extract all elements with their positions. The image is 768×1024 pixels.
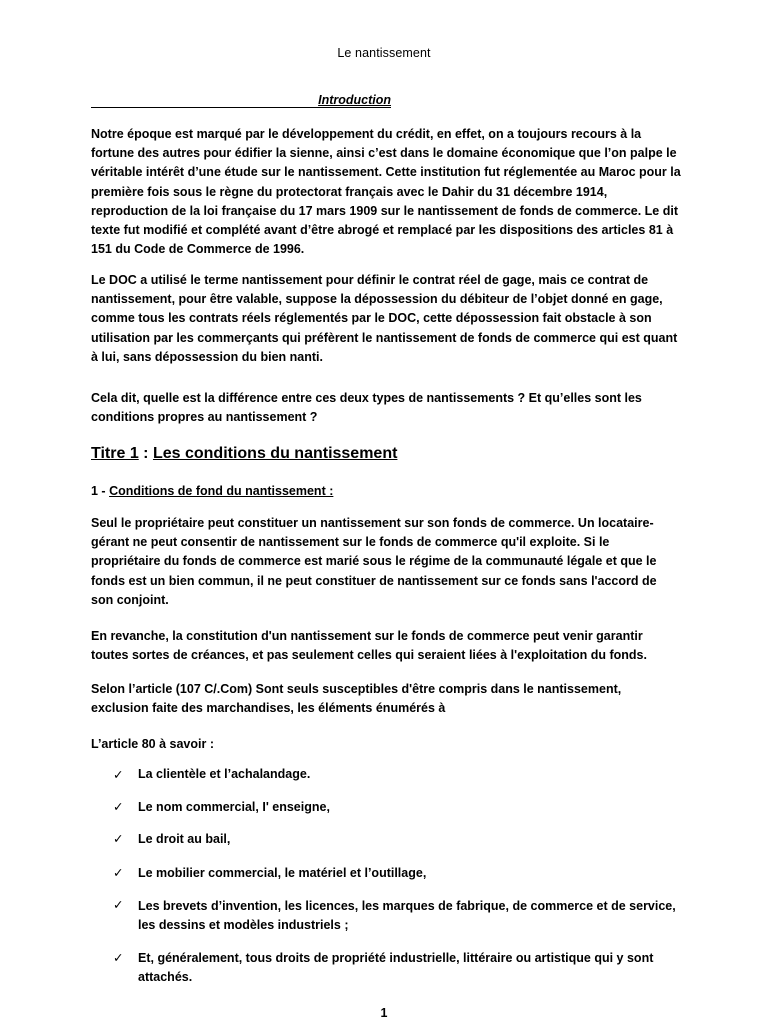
body-paragraph-1: Seul le propriétaire peut constituer un nantissement sur son fonds de commerce. Un locataire-gérant ne peut consentir de nantissement sur le fonds de commerce qu'il exploite. Si le propriétaire du fonds de commerce est marié sous le régime de la communauté légale et que le fonds est un bien commun, il ne peut constituer de nantissement sur ce fonds sans l'accord de son conjoint. — [91, 516, 657, 607]
list-item: Le nom commercial, I' enseigne, — [138, 800, 330, 814]
section-heading — [91, 445, 397, 463]
checkmark-icon: ✓ — [113, 768, 124, 782]
list-item: Les brevets d’invention, les licences, les marques de fabrique, de commerce et de service, les dessins et modèles industriels ; — [138, 899, 676, 933]
checkmark-icon: ✓ — [113, 866, 124, 880]
checkmark-icon: ✓ — [113, 951, 124, 965]
list-item: La clientèle et l’achalandage. — [138, 767, 311, 781]
list-item: Et, généralement, tous droits de propriété industrielle, littéraire ou artistique qui y sont attachés. — [138, 951, 654, 985]
introduction-heading-text: Introduction — [318, 93, 391, 107]
subsection-heading-prefix: 1 - — [91, 484, 110, 498]
document-title: Le nantissement — [337, 46, 431, 60]
section-heading-label: Les conditions du nantissement — [152, 445, 398, 462]
body-paragraph-2: En revanche, la constitution d'un nantissement sur le fonds de commerce peut venir garantir toutes sortes de créances, et pas seulement celles qui seraient liées à l'exploitation du fonds. — [91, 629, 647, 663]
intro-paragraph-3: Cela dit, quelle est la différence entre ces deux types de nantissements ? Et qu’elles sont les conditions propres au nantissement ? — [91, 391, 642, 425]
body-paragraph-3: Selon l’article (107 C/.Com) Sont seuls susceptibles d'être compris dans le nantissement, exclusion faite des marchandises, les éléments énumérés à — [91, 682, 622, 716]
checkmark-icon: ✓ — [113, 898, 124, 912]
section-heading-prefix: Titre 1 — [91, 445, 139, 462]
intro-paragraph-2: Le DOC a utilisé le terme nantissement pour définir le contrat réel de gage, mais ce contrat de nantissement, pour être valable, suppose la dépossession du débiteur de l’objet donné en gage, comme tous les contrats réels réglementés par le DOC, cette dépossession fait obstacle à son utilisation par les commerçants qui préfèrent le nantissement de fonds de commerce qui est quant à lui, sans dépossession du bien nanti. — [91, 273, 678, 364]
list-item: Le droit au bail, — [138, 832, 231, 846]
list-item: Le mobilier commercial, le matériel et l’outillage, — [138, 866, 427, 880]
intro-paragraph-1: Notre époque est marqué par le développement du crédit, en effet, on a toujours recours à la fortune des autres pour édifier la sienne, ainsi c’est dans le domaine économique que l’on palpe le véritable intérêt d’une étude sur le nantissement. Cette institution fut réglementée au Maroc pour la première fois sous le règne du protectorat français avec le Dahir du 31 décembre 1914, reproduction de la loi française du 17 mars 1909 sur le nantissement de fonds de commerce. Le dit texte fut modifié et complété avant d’être abrogé et remplacé par les dispositions des articles 81 à 151 du Code de Commerce de 1996. — [91, 127, 681, 257]
section-heading-separator: : — [138, 445, 153, 462]
page-number: 1 — [380, 1006, 388, 1020]
checkmark-icon: ✓ — [113, 800, 124, 814]
checkmark-icon: ✓ — [113, 832, 124, 846]
subsection-heading-label: Conditions de fond du nantissement : — [109, 484, 334, 498]
introduction-heading — [91, 93, 391, 108]
body-paragraph-4: L’article 80 à savoir : — [91, 737, 214, 751]
subsection-heading — [91, 484, 333, 498]
